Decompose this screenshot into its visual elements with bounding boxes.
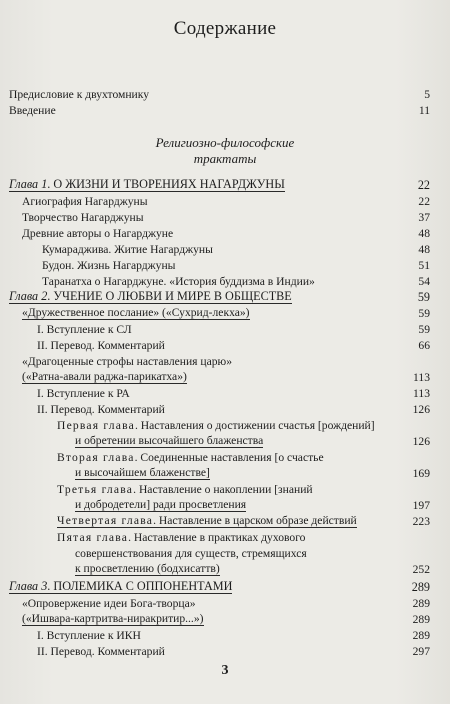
toc-page-number: 126 xyxy=(412,435,430,448)
chapter-part-text: . Наставление в царском образе действий xyxy=(153,514,357,527)
toc-entry-text: Древние авторы о Нагарджуне xyxy=(22,227,174,240)
toc-page-number: 51 xyxy=(418,259,430,272)
toc-entry-text: и обретении высочайшего блаженства xyxy=(75,434,264,447)
toc-entry-text xyxy=(57,482,313,497)
chapter-title xyxy=(9,580,232,594)
section-heading-line: Религиозно-философские xyxy=(155,135,295,150)
toc-page-number: 113 xyxy=(413,371,430,384)
chapter-title xyxy=(9,178,285,192)
toc-entry xyxy=(0,562,450,577)
toc-entry xyxy=(0,628,450,643)
chapter-part-label: Вторая глава xyxy=(57,451,135,464)
chapter-part-text: . Наставление о накоплении [знаний xyxy=(133,483,313,496)
chapter-2-heading xyxy=(0,290,450,305)
toc-entry-text: II. Перевод. Комментарий xyxy=(37,403,165,416)
toc-page-number: 48 xyxy=(418,227,430,240)
toc-page-number: 37 xyxy=(418,211,430,224)
chapter-part-text: . Наставление в практиках духового xyxy=(128,531,306,544)
toc-entry-text: Введение xyxy=(9,104,56,117)
chapter-title-text: . О ЖИЗНИ И ТВОРЕНИЯХ НАГАРДЖУНЫ xyxy=(47,177,285,191)
section-heading xyxy=(0,135,450,167)
toc-page-number: 59 xyxy=(417,290,430,304)
section-heading-line: трактаты xyxy=(193,151,257,166)
toc-page-number: 289 xyxy=(412,597,430,610)
toc-entry xyxy=(0,434,450,449)
toc-entry-text: Творчество Нагарджуны xyxy=(22,211,144,224)
toc-entry xyxy=(0,498,450,513)
toc-entry-text xyxy=(57,514,357,528)
toc-entry xyxy=(0,370,450,385)
toc-entry-text: II. Перевод. Комментарий xyxy=(37,645,165,658)
toc-entry-text: I. Вступление к ИКН xyxy=(37,629,141,642)
chapter-label: Глава 1 xyxy=(9,177,48,191)
toc-entry xyxy=(0,612,450,627)
chapter-part-text: . Соединенные наставления [о счастье xyxy=(134,451,324,464)
toc-entry xyxy=(0,418,450,433)
toc-entry xyxy=(0,466,450,481)
toc-entry xyxy=(0,546,450,561)
toc-entry-introduction xyxy=(0,103,450,118)
toc-page-number: 289 xyxy=(411,580,430,594)
chapter-part-text: . Наставления о достижении счастья [рождений] xyxy=(134,419,375,432)
chapter-label: Глава 3 xyxy=(9,579,48,593)
chapter-label: Глава 2 xyxy=(9,289,48,303)
toc-entry xyxy=(0,242,450,257)
chapter-3-heading xyxy=(0,580,450,595)
toc-page-number: 252 xyxy=(412,563,430,576)
toc-entry xyxy=(0,338,450,353)
toc-entry-text: совершенствования для существ, стремящихся xyxy=(75,547,307,560)
toc-page-number: 289 xyxy=(412,629,430,642)
toc-entry-text: I. Вступление к СЛ xyxy=(37,323,132,336)
toc-entry-text: I. Вступление к РА xyxy=(37,387,130,400)
toc-entry xyxy=(0,402,450,417)
page-number: 3 xyxy=(221,663,229,678)
chapter-1-heading xyxy=(0,178,450,193)
toc-entry-text: Агиография Нагарджуны xyxy=(22,195,148,208)
toc-entry xyxy=(0,482,450,497)
toc-page-number: 66 xyxy=(418,339,430,352)
toc-entry-text: «Опровержение идеи Бога-творца» xyxy=(22,597,196,610)
chapter-part-label: Пятая глава xyxy=(57,531,129,544)
chapter-title-text: . ПОЛЕМИКА С ОППОНЕНТАМИ xyxy=(47,579,233,593)
toc-entry-text: и добродетели] ради просветления xyxy=(75,498,247,511)
chapter-part-label: Третья глава xyxy=(57,483,134,496)
toc-entry-text: Таранатха о Нагарджуне. «История буддизма в Индии» xyxy=(42,275,315,288)
toc-page-number: 54 xyxy=(418,275,430,288)
toc-entry-text: к просветлению (бодхисаттв) xyxy=(75,562,220,575)
toc-entry-text xyxy=(57,530,305,545)
toc-page-number: 5 xyxy=(424,88,430,101)
toc-entry xyxy=(0,194,450,209)
toc-page-number: 59 xyxy=(418,323,430,336)
toc-page-number: 289 xyxy=(412,613,430,626)
toc-page-number: 197 xyxy=(412,499,430,512)
toc-entry xyxy=(0,450,450,465)
chapter-title xyxy=(9,290,292,304)
toc-page-number: 169 xyxy=(412,467,430,480)
toc-entry-text: II. Перевод. Комментарий xyxy=(37,339,165,352)
toc-entry xyxy=(0,530,450,545)
toc-entry xyxy=(0,306,450,321)
chapter-part-label: Четвертая глава xyxy=(57,514,154,527)
toc-entry-text: «Драгоценные строфы наставления царю» xyxy=(22,355,233,368)
toc-entry xyxy=(0,322,450,337)
toc-entry xyxy=(0,514,450,529)
toc-entry-text xyxy=(57,418,375,433)
toc-page-number: 59 xyxy=(418,307,430,320)
toc-entry-text: («Ратна-авали раджа-парикатха») xyxy=(22,370,187,383)
toc-entry xyxy=(0,354,450,369)
toc-entry-text: Кумараджива. Житие Нагарджуны xyxy=(42,243,213,256)
toc-entry xyxy=(0,274,450,289)
toc-entry-text: Предисловие к двухтомнику xyxy=(9,88,150,101)
toc-entry xyxy=(0,226,450,241)
toc-entry-text: («Ишвара-картритва-ниракритир...») xyxy=(22,612,204,625)
toc-page-number: 22 xyxy=(417,178,430,192)
toc-page-number: 11 xyxy=(418,104,430,117)
page-title: Содержание xyxy=(173,18,277,39)
toc-entry-text: Будон. Жизнь Нагарджуны xyxy=(42,259,176,272)
toc-page-number: 126 xyxy=(412,403,430,416)
toc-page-number: 297 xyxy=(412,645,430,658)
chapter-part-label: Первая глава xyxy=(57,419,135,432)
toc-page-number: 22 xyxy=(418,195,430,208)
toc-entry xyxy=(0,386,450,401)
toc-page-number: 48 xyxy=(418,243,430,256)
toc-entry-preface xyxy=(0,87,450,102)
toc-entry xyxy=(0,644,450,659)
toc-entry-text: «Дружественное послание» («Сухрид-лекха») xyxy=(22,306,250,319)
toc-entry-text: и высочайшем блаженстве] xyxy=(75,466,210,479)
toc-entry xyxy=(0,596,450,611)
chapter-title-text: . УЧЕНИЕ О ЛЮБВИ И МИРЕ В ОБЩЕСТВЕ xyxy=(47,289,292,303)
toc-entry xyxy=(0,210,450,225)
toc-page-number: 113 xyxy=(413,387,430,400)
toc-entry xyxy=(0,258,450,273)
toc-page-number: 223 xyxy=(412,515,430,528)
toc-entry-text xyxy=(57,450,324,465)
